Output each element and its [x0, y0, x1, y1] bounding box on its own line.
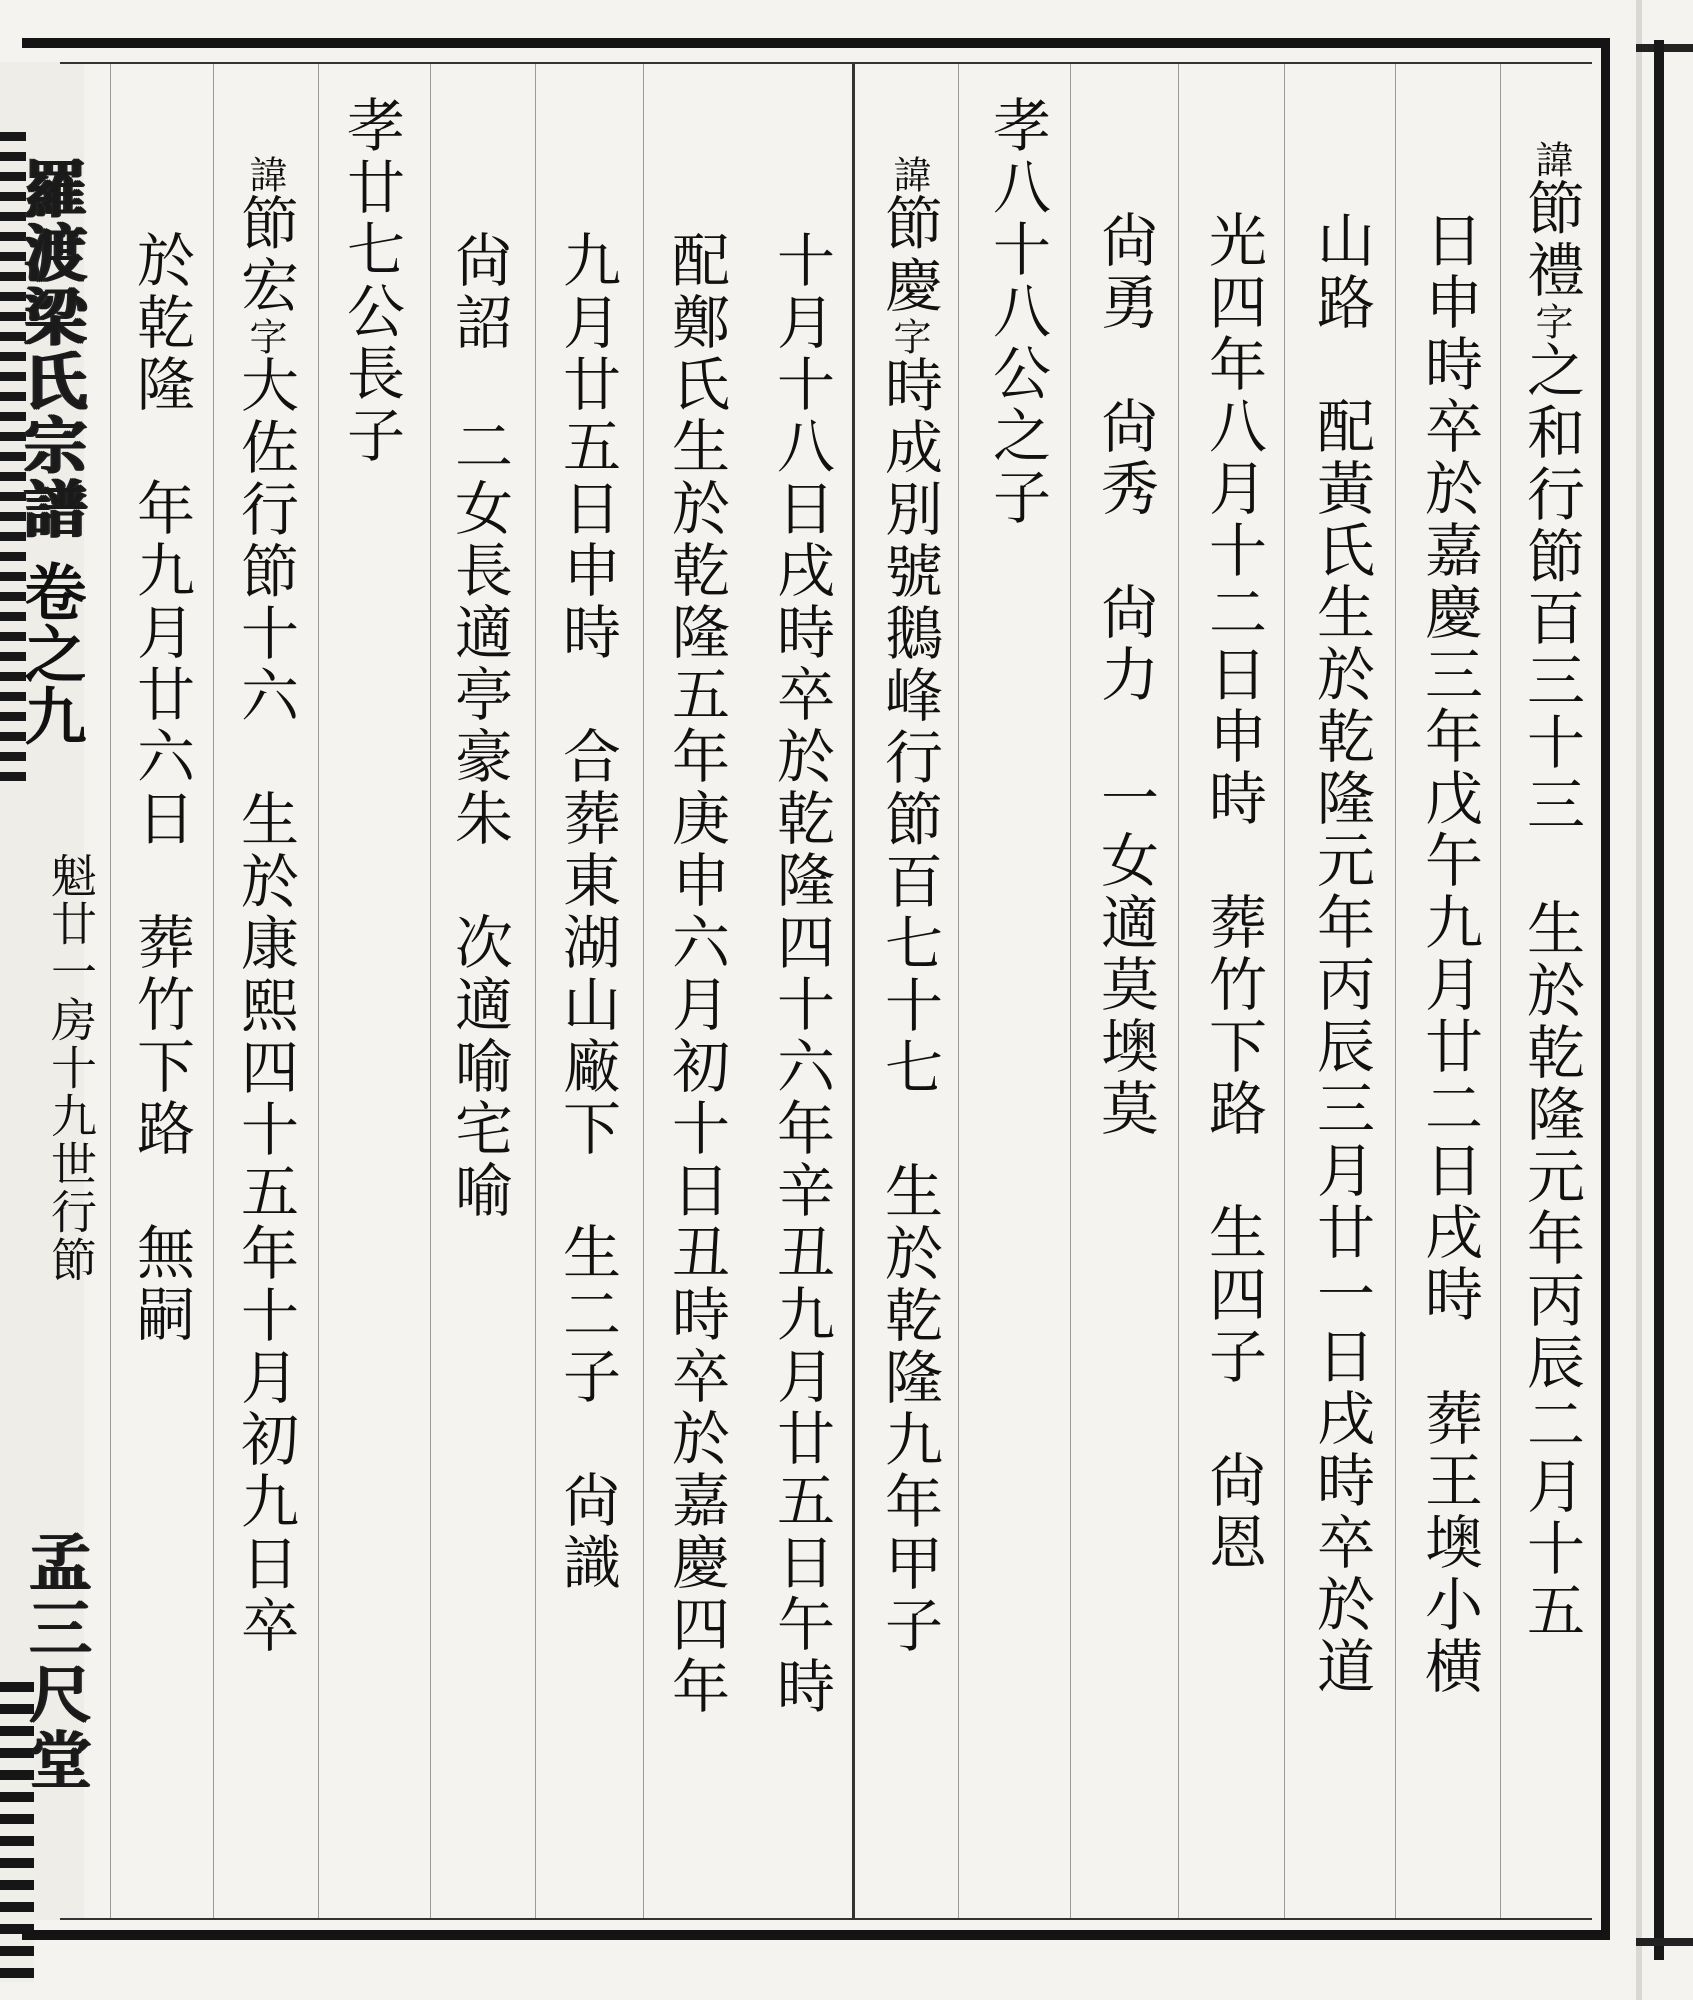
margin-branch-label: 魁廿一房十九世行節 — [44, 852, 98, 1284]
margin-volume-label: 卷之九 — [14, 560, 87, 746]
text-column-14: 於乾隆 年九月廿六日 葬竹下路 無嗣 — [127, 230, 195, 1346]
column-rule — [1070, 64, 1071, 1918]
column-rule — [535, 64, 536, 1918]
column-rule — [643, 64, 644, 1918]
text-column-8: 十月十八日戌時卒於乾隆四十六年辛丑九月廿五日午時 — [767, 230, 835, 1718]
margin-hall-name: 孟三尺堂 — [18, 1530, 91, 1794]
margin-book-title: 羅渡梁氏宗譜 — [14, 157, 87, 541]
adjacent-page-edge — [1636, 0, 1693, 2000]
inner-rule-top — [60, 62, 1592, 64]
text-column-9: 配鄭氏生於乾隆五年庚申六月初十日丑時卒於嘉慶四年 — [662, 230, 730, 1718]
text-column-1: 諱節禮字之和行節百三十三 生於乾隆元年丙辰二月十五 — [1517, 140, 1585, 1642]
column-rule-center — [852, 64, 855, 1918]
column-rule — [1178, 64, 1179, 1918]
text-column-13: 諱節宏字大佐行節十六 生於康熙四十五年十月初九日卒 — [231, 155, 299, 1657]
column-rule — [958, 64, 959, 1918]
text-column-11: 尙詔 二女長適亭豪朱 次適喻宅喻 — [445, 230, 513, 1222]
text-column-6: 孝八十八公之子 — [983, 95, 1051, 529]
column-rule — [430, 64, 431, 1918]
column-rule — [1395, 64, 1396, 1918]
column-rule — [213, 64, 214, 1918]
text-column-2: 日申時卒於嘉慶三年戊午九月廿二日戌時 葬王墺小横 — [1415, 210, 1483, 1698]
text-column-7: 諱節慶字時成別號鵝峰行節百七十七 生於乾隆九年甲子 — [875, 155, 943, 1657]
text-column-4: 光四年八月十二日申時 葬竹下路 生四子 尙恩 — [1199, 210, 1267, 1574]
text-column-10: 九月廿五日申時 合葬東湖山廠下 生二子 尙識 — [553, 230, 621, 1594]
text-column-12: 孝廿七公長子 — [337, 95, 405, 467]
column-rule — [1284, 64, 1285, 1918]
column-rule — [318, 64, 319, 1918]
column-rule — [110, 64, 111, 1918]
text-column-5: 尙勇 尙秀 尙力 一女適莫墺莫 — [1091, 210, 1159, 1140]
inner-rule-bottom — [60, 1918, 1592, 1920]
text-column-3: 山路 配黃氏生於乾隆元年丙辰三月廿一日戌時卒於道 — [1307, 210, 1375, 1698]
column-rule — [1500, 64, 1501, 1918]
